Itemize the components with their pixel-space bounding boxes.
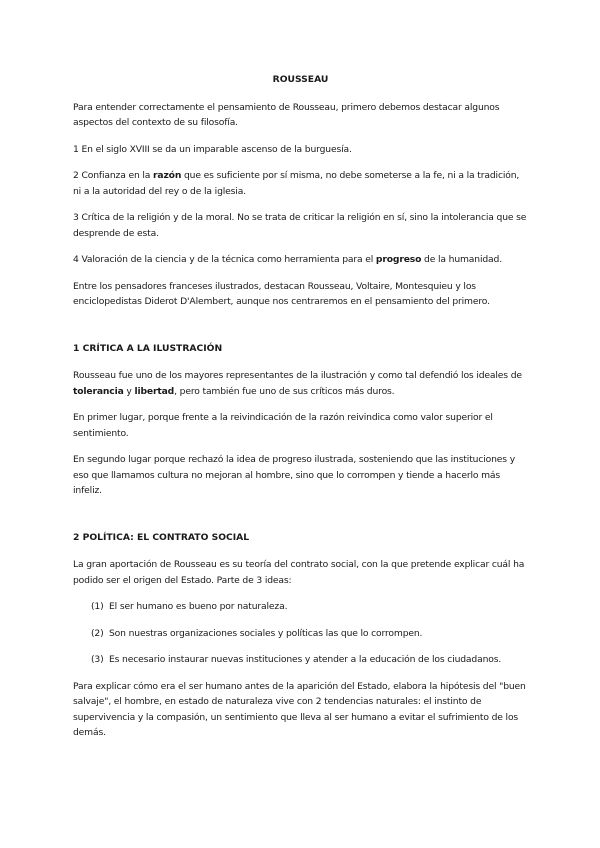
section-1-paragraph-3: En segundo lugar porque rechazó la idea de progreso ilustrada, sosteniendo que las instituciones y eso que llamamos cultura no mejoran al hombre, sino que lo corrompen y tiende a hacerlo más infeliz. — [73, 454, 515, 496]
section-2-paragraph-1: La gran aportación de Rousseau es su teoría del contrato social, con la que pretende explicar cuál ha podido ser el origen del Estado. Parte de 3 ideas: — [73, 559, 525, 586]
section-1-paragraph-1: Rousseau fue uno de los mayores representantes de la ilustración y como tal defendió los ideales de tolerancia y libertad, pero también fue uno de sus críticos más duros. — [73, 370, 522, 397]
section-2-paragraph-2: Para explicar cómo era el ser humano antes de la aparición del Estado, elabora la hipótesis del "buen salvaje", el hombre, en estado de naturaleza vive con 2 tendencias naturales: el instinto de supervivencia y la compasión, un sentimiento que lleva al ser humano a evitar el sufrimiento de los demás. — [73, 680, 526, 738]
bold-term-progreso: progreso — [375, 254, 422, 265]
intro-paragraph: Para entender correctamente el pensamiento de Rousseau, primero debemos destacar algunos aspectos del contexto de su filosofía. — [73, 101, 500, 128]
section-2-heading: 2 POLÍTICA: EL CONTRATO SOCIAL — [73, 531, 250, 543]
document-title: ROUSSEAU — [272, 74, 329, 85]
thinkers-paragraph: Entre los pensadores franceses ilustrados, destacan Rousseau, Voltaire, Montesquieu y los enciclopedistas Diderot D'Alembert, aunque nos centraremos en el pensamiento del primero. — [73, 280, 490, 307]
ideas-list — [73, 599, 528, 668]
document-page — [73, 72, 528, 752]
list-item: (3) Es necesario instaurar nuevas instituciones y atender a la educación de los ciudadanos. — [91, 654, 502, 665]
list-item: (2) Son nuestras organizaciones sociales y políticas las que lo corrompen. — [91, 627, 423, 639]
bold-term-razon: razón — [153, 170, 182, 181]
bold-term-libertad: libertad — [134, 385, 175, 397]
section-1-heading: 1 CRÍTICA A LA ILUSTRACIÓN — [73, 342, 223, 354]
context-item-3: 3 Crítica de la religión y de la moral. No se trata de criticar la religión en sí, sino la intolerancia que se desprende de esta. — [73, 212, 527, 239]
list-item: (1) El ser humano es bueno por naturaleza. — [91, 601, 288, 612]
context-item-1: 1 En el siglo XVIII se da un imparable ascenso de la burguesía. — [73, 143, 352, 155]
bold-term-tolerancia: tolerancia — [73, 385, 124, 397]
context-item-4: 4 Valoración de la ciencia y de la técnica como herramienta para el progreso de la humanidad. — [73, 254, 502, 265]
context-item-2: 2 Confianza en la razón que es suficiente por sí misma, no debe someterse a la fe, ni a la tradición, ni a la autoridad del rey o de la iglesia. — [73, 170, 520, 197]
section-1-paragraph-2: En primer lugar, porque frente a la reivindicación de la razón reivindica como valor superior el sentimiento. — [73, 412, 493, 439]
